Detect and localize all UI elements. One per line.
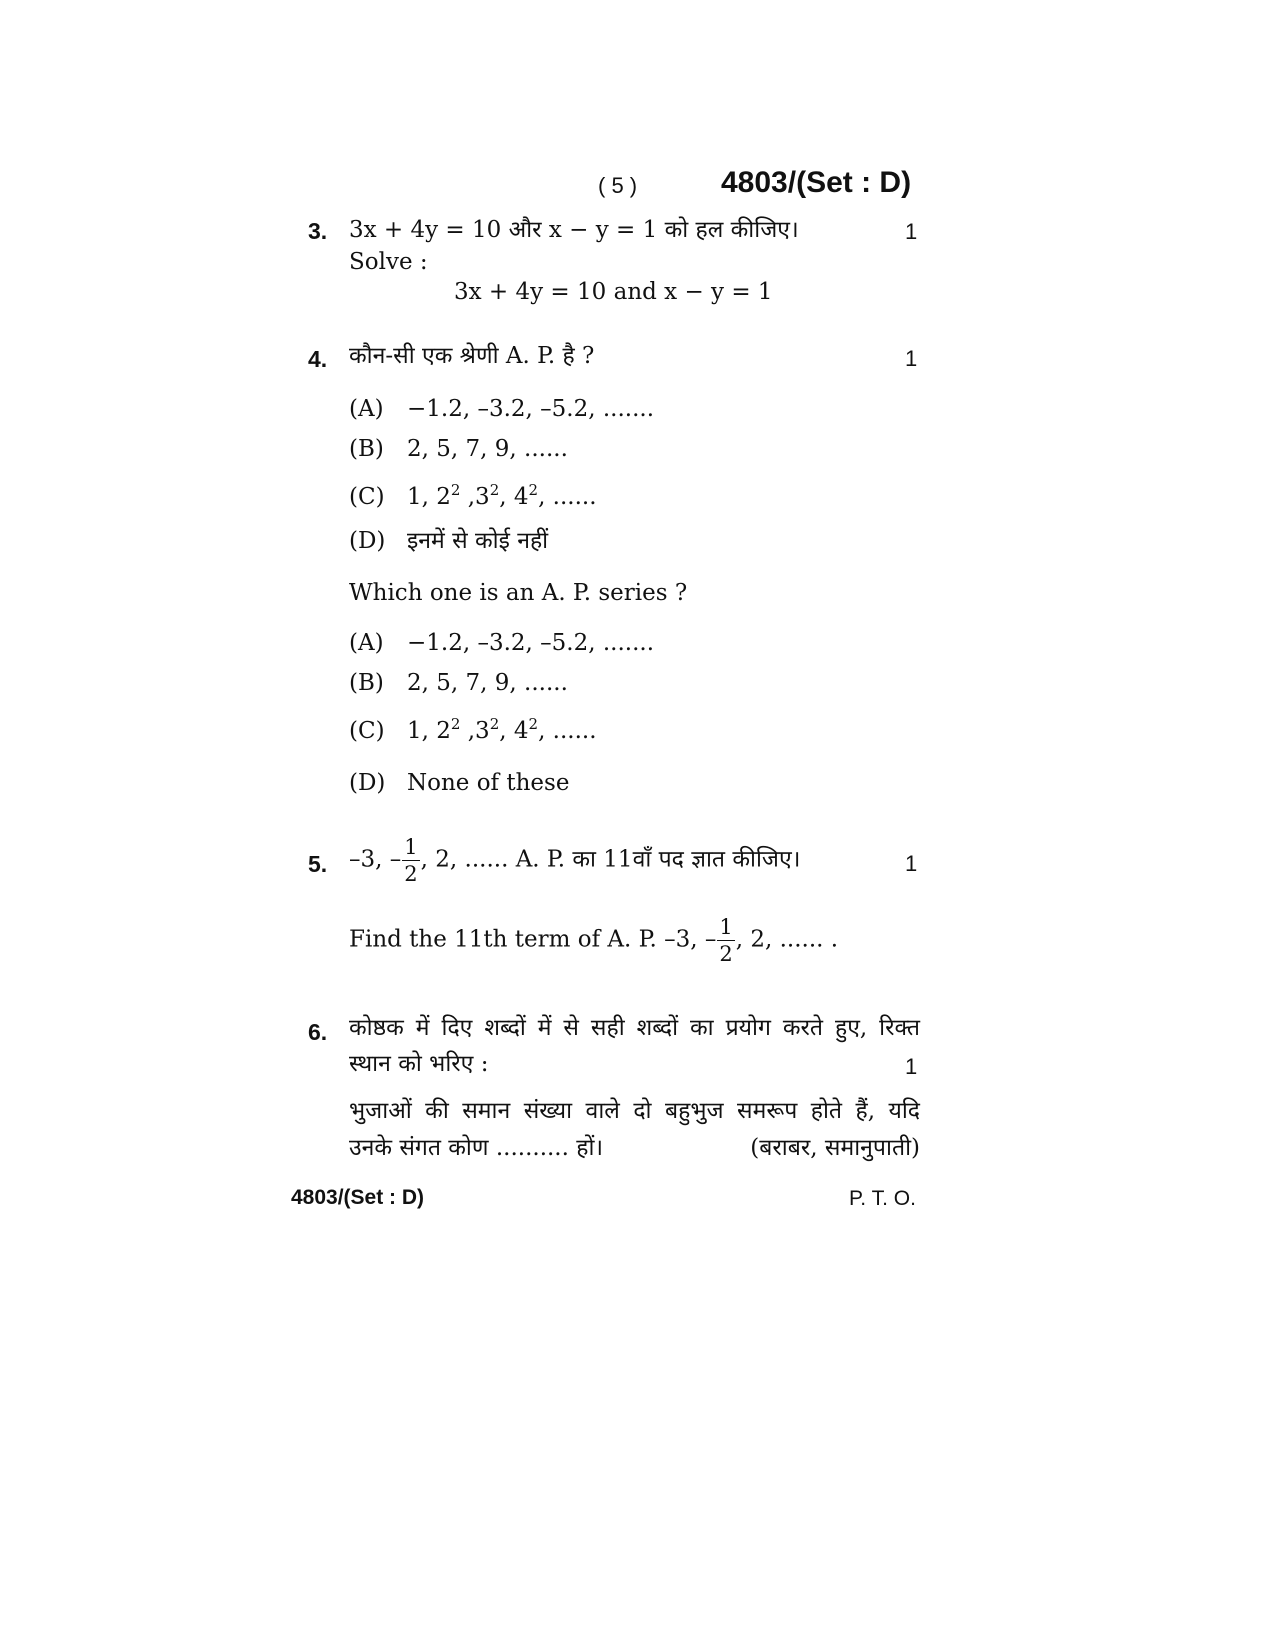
numerator: 1 [402, 836, 419, 861]
instruction-line-1: कोष्ठक में दिए शब्दों में से सही शब्दों का प्रयोग करते हुए, रिक्त [349, 1015, 920, 1041]
option-label: (B) [349, 436, 384, 462]
question-4-english: Which one is an A. P. series ? [349, 580, 688, 606]
question-3-hindi [349, 219, 799, 242]
option-text: 1, $2^2$ $,3^2$, $4^2$, ...... [407, 481, 597, 510]
english-connector: and [613, 279, 657, 305]
option-text: 2, 5, 7, 9, ...... [407, 670, 568, 696]
option-label: (D) [349, 528, 386, 554]
fraction [402, 836, 419, 885]
question-text: , 2, ...... A. P. का 11वाँ पद ज्ञात कीजिए। [420, 846, 801, 873]
statement-line-1: भुजाओं की समान संख्या वाले दो बहुभुज समरूप होते हैं, यदि [349, 1098, 920, 1124]
fraction [717, 916, 734, 965]
marks: 1 [905, 851, 918, 876]
denominator: 2 [404, 862, 418, 887]
option-b-english [349, 672, 568, 695]
equation-1: 3x + 4y = 10 [349, 217, 502, 243]
option-label: (A) [349, 630, 384, 656]
question-number: 6. [308, 1019, 328, 1045]
option-text: −1.2, –3.2, –5.2, ....... [407, 396, 655, 422]
hindi-connector: और [508, 217, 542, 243]
option-text: None of these [407, 770, 570, 796]
marks: 1 [905, 1054, 918, 1079]
bracket-choices: (बराबर, समानुपाती) [750, 1135, 920, 1161]
question-text: Find the 11th term of A. P. –3, – [349, 926, 717, 953]
question-number: 3. [308, 218, 328, 244]
option-label: (B) [349, 670, 384, 696]
option-c-english [349, 715, 597, 744]
set-code-header: 4803/(Set : D) [721, 166, 912, 199]
question-5-hindi [349, 836, 800, 885]
equation-2: x − y = 1 [548, 217, 658, 243]
hindi-instruction: को हल कीजिए। [664, 217, 799, 243]
set-code-footer: 4803/(Set : D) [291, 1186, 425, 1209]
question-4-hindi: कौन-सी एक श्रेणी A. P. है ? [349, 343, 595, 369]
option-text: 1, $2^2$ $,3^2$, $4^2$, ...... [407, 715, 597, 744]
option-d-english [349, 772, 569, 795]
equation-1: 3x + 4y = 10 [454, 279, 607, 305]
sequence-suffix: , 2, ...... . [735, 926, 839, 953]
option-a-english [349, 632, 654, 655]
marks: 1 [905, 219, 918, 244]
statement-line-2: उनके संगत कोण .......... हों। [349, 1135, 604, 1161]
option-label: (C) [349, 484, 385, 510]
numerator: 1 [717, 916, 734, 941]
denominator: 2 [719, 942, 733, 967]
option-text: 2, 5, 7, 9, ...... [407, 436, 568, 462]
question-5-english [349, 916, 838, 965]
question-3-english-lead: Solve : [349, 249, 428, 275]
option-c-hindi [349, 481, 597, 510]
instruction-line-2: स्थान को भरिए : [349, 1051, 489, 1077]
sequence-prefix: –3, – [349, 846, 402, 873]
option-d-hindi [349, 530, 548, 553]
option-text: इनमें से कोई नहीं [407, 528, 549, 554]
option-b-hindi [349, 438, 568, 461]
option-a-hindi [349, 398, 654, 421]
option-label: (D) [349, 770, 386, 796]
page-number: ( 5 ) [598, 173, 638, 198]
question-number: 5. [308, 851, 328, 877]
question-number: 4. [308, 346, 328, 372]
option-label: (A) [349, 396, 384, 422]
question-3-english-equation [454, 281, 773, 304]
marks: 1 [905, 346, 918, 371]
pto-label: P. T. O. [849, 1187, 916, 1210]
option-text: −1.2, –3.2, –5.2, ....... [407, 630, 655, 656]
option-label: (C) [349, 718, 385, 744]
equation-2: x − y = 1 [664, 279, 773, 305]
